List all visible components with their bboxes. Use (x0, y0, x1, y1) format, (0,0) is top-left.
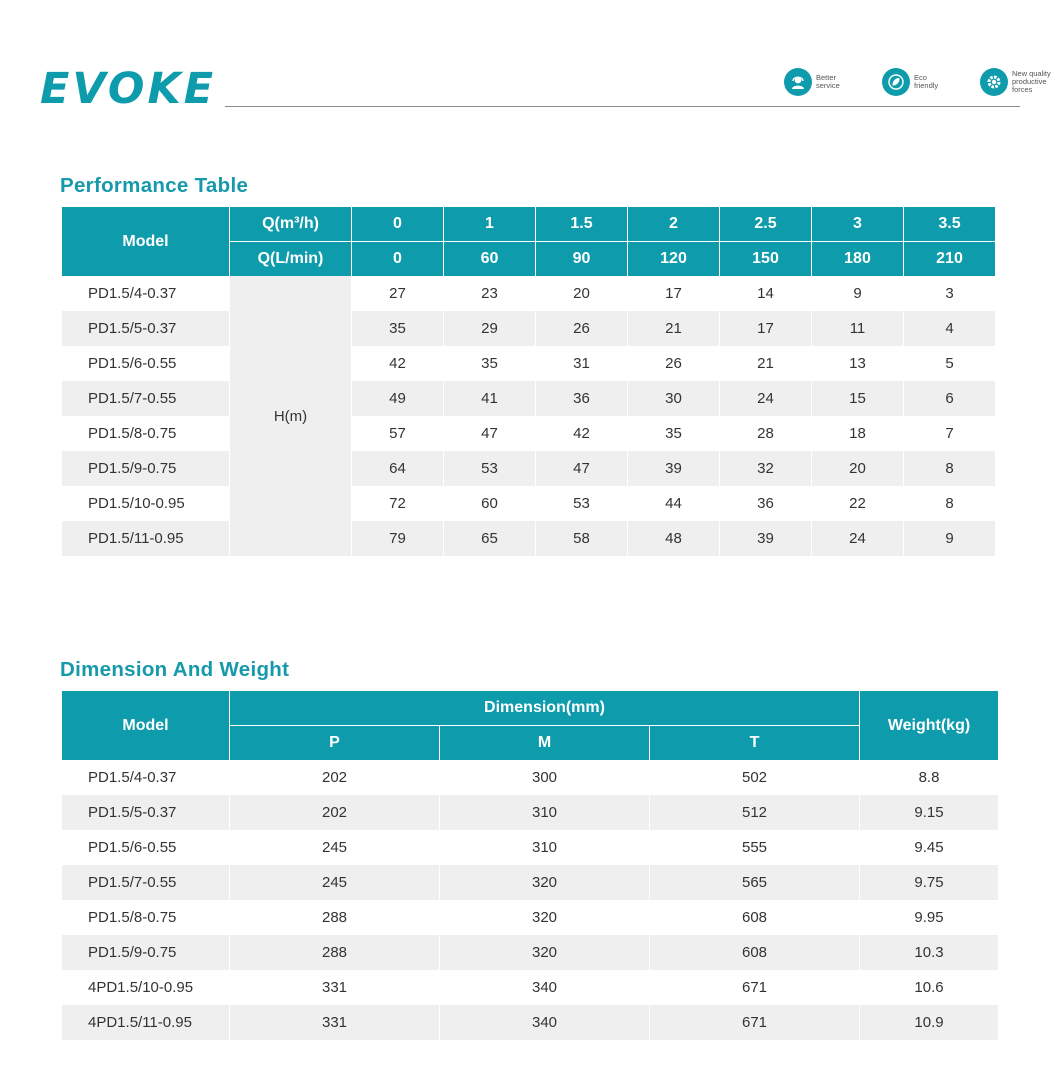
badge-better-service (784, 68, 864, 96)
head-value-cell: 24 (812, 521, 903, 556)
flow-lmin-value: 150 (720, 241, 811, 276)
dimension-t-cell: 608 (650, 935, 859, 970)
model-cell: 4PD1.5/10-0.95 (62, 970, 229, 1005)
head-value-cell: 7 (904, 416, 995, 451)
head-value-cell: 20 (812, 451, 903, 486)
dimension-group-header: Dimension(mm) (230, 691, 859, 725)
dimension-m-cell: 340 (440, 1005, 649, 1040)
head-value-cell: 57 (352, 416, 443, 451)
head-value-cell: 23 (444, 276, 535, 311)
head-value-cell: 21 (720, 346, 811, 381)
model-header: Model (62, 207, 229, 276)
model-cell: PD1.5/4-0.37 (62, 760, 229, 795)
dimension-table (61, 691, 999, 1040)
flow-lmin-value: 180 (812, 241, 903, 276)
head-value-cell: 9 (904, 521, 995, 556)
dimension-t-cell: 671 (650, 1005, 859, 1040)
dimension-m-cell: 320 (440, 865, 649, 900)
flow-m3h-value: 0 (352, 207, 443, 241)
model-cell: PD1.5/6-0.55 (62, 346, 229, 381)
customer-service-icon (784, 68, 812, 96)
head-value-cell: 42 (536, 416, 627, 451)
flow-m3h-value: 2.5 (720, 207, 811, 241)
dimension-m-cell: 320 (440, 935, 649, 970)
flow-m3h-value: 1.5 (536, 207, 627, 241)
model-cell: PD1.5/6-0.55 (62, 830, 229, 865)
dimension-t-cell: 671 (650, 970, 859, 1005)
badge-text: New quality productive forces (1012, 69, 1051, 94)
model-header: Model (62, 691, 229, 760)
head-value-cell: 42 (352, 346, 443, 381)
dimension-m-header: M (440, 725, 649, 760)
head-value-cell: 44 (628, 486, 719, 521)
dimension-t-cell: 555 (650, 830, 859, 865)
head-value-cell: 4 (904, 311, 995, 346)
head-value-cell: 9 (812, 276, 903, 311)
head-value-cell: 13 (812, 346, 903, 381)
table-row (62, 935, 998, 970)
head-value-cell: 24 (720, 381, 811, 416)
head-value-cell: 27 (352, 276, 443, 311)
head-value-cell: 49 (352, 381, 443, 416)
dimension-p-cell: 202 (230, 760, 439, 795)
weight-cell: 9.95 (860, 900, 998, 935)
flow-lmin-value: 0 (352, 241, 443, 276)
head-value-cell: 48 (628, 521, 719, 556)
model-cell: PD1.5/4-0.37 (62, 276, 229, 311)
table-row (62, 381, 995, 416)
eco-leaf-icon (882, 68, 910, 96)
head-value-cell: 35 (352, 311, 443, 346)
weight-cell: 10.9 (860, 1005, 998, 1040)
dimension-t-header: T (650, 725, 859, 760)
head-value-cell: 31 (536, 346, 627, 381)
flow-m3h-value: 1 (444, 207, 535, 241)
head-value-cell: 6 (904, 381, 995, 416)
dimension-p-cell: 288 (230, 935, 439, 970)
head-value-cell: 64 (352, 451, 443, 486)
head-value-cell: 53 (444, 451, 535, 486)
head-value-cell: 5 (904, 346, 995, 381)
table-row (62, 486, 995, 521)
dimension-t-cell: 512 (650, 795, 859, 830)
flow-lmin-value: 120 (628, 241, 719, 276)
flow-m3h-value: 3 (812, 207, 903, 241)
brand-badges (784, 68, 1060, 96)
table-row (62, 795, 998, 830)
flow-lmin-header: Q(L/min) (230, 241, 351, 276)
model-cell: PD1.5/11-0.95 (62, 521, 229, 556)
head-value-cell: 36 (720, 486, 811, 521)
badge-text: Eco friendly (914, 73, 939, 90)
dimension-m-cell: 340 (440, 970, 649, 1005)
dimension-p-cell: 288 (230, 900, 439, 935)
weight-cell: 8.8 (860, 760, 998, 795)
head-value-cell: 79 (352, 521, 443, 556)
weight-header: Weight(kg) (860, 691, 998, 760)
weight-cell: 10.6 (860, 970, 998, 1005)
head-value-cell: 15 (812, 381, 903, 416)
head-value-cell: 28 (720, 416, 811, 451)
table-row (62, 1005, 998, 1040)
head-value-cell: 17 (720, 311, 811, 346)
head-value-cell: 47 (444, 416, 535, 451)
head-value-cell: 8 (904, 451, 995, 486)
dimension-m-cell: 310 (440, 830, 649, 865)
dimension-p-header: P (230, 725, 439, 760)
badge-new-quality (980, 68, 1060, 96)
table-row (62, 416, 995, 451)
head-value-cell: 21 (628, 311, 719, 346)
model-cell: PD1.5/9-0.75 (62, 451, 229, 486)
dimension-m-cell: 300 (440, 760, 649, 795)
table-row (62, 276, 995, 311)
dimension-t-cell: 502 (650, 760, 859, 795)
head-value-cell: 35 (628, 416, 719, 451)
weight-cell: 9.15 (860, 795, 998, 830)
model-cell: PD1.5/5-0.37 (62, 795, 229, 830)
model-cell: PD1.5/8-0.75 (62, 900, 229, 935)
head-value-cell: 58 (536, 521, 627, 556)
badge-text: Better service (816, 73, 840, 90)
dimension-t-cell: 608 (650, 900, 859, 935)
head-value-cell: 60 (444, 486, 535, 521)
dimension-p-cell: 331 (230, 1005, 439, 1040)
dimension-p-cell: 331 (230, 970, 439, 1005)
head-value-cell: 14 (720, 276, 811, 311)
head-value-cell: 26 (536, 311, 627, 346)
head-value-cell: 39 (720, 521, 811, 556)
badge-eco-friendly (882, 68, 962, 96)
dimension-table-title: Dimension And Weight (60, 658, 290, 681)
head-value-cell: 18 (812, 416, 903, 451)
dimension-t-cell: 565 (650, 865, 859, 900)
table-row (62, 346, 995, 381)
head-value-cell: 47 (536, 451, 627, 486)
dimension-p-cell: 245 (230, 865, 439, 900)
flow-m3h-header: Q(m³/h) (230, 207, 351, 241)
head-value-cell: 8 (904, 486, 995, 521)
model-cell: PD1.5/9-0.75 (62, 935, 229, 970)
head-value-cell: 36 (536, 381, 627, 416)
table-row (62, 900, 998, 935)
flow-lmin-value: 210 (904, 241, 995, 276)
model-cell: PD1.5/8-0.75 (62, 416, 229, 451)
gear-icon (980, 68, 1008, 96)
table-row (62, 830, 998, 865)
weight-cell: 10.3 (860, 935, 998, 970)
dimension-p-cell: 202 (230, 795, 439, 830)
table-row (62, 970, 998, 1005)
dimension-m-cell: 310 (440, 795, 649, 830)
head-value-cell: 11 (812, 311, 903, 346)
head-value-cell: 39 (628, 451, 719, 486)
weight-cell: 9.45 (860, 830, 998, 865)
header-divider (225, 106, 1020, 107)
flow-m3h-value: 3.5 (904, 207, 995, 241)
table-row (62, 311, 995, 346)
head-value-cell: 22 (812, 486, 903, 521)
model-cell: 4PD1.5/11-0.95 (62, 1005, 229, 1040)
model-cell: PD1.5/7-0.55 (62, 865, 229, 900)
dimension-p-cell: 245 (230, 830, 439, 865)
head-value-cell: 20 (536, 276, 627, 311)
flow-lmin-value: 90 (536, 241, 627, 276)
head-value-cell: 3 (904, 276, 995, 311)
dimension-m-cell: 320 (440, 900, 649, 935)
weight-cell: 9.75 (860, 865, 998, 900)
table-row (62, 865, 998, 900)
head-value-cell: 32 (720, 451, 811, 486)
model-cell: PD1.5/5-0.37 (62, 311, 229, 346)
head-value-cell: 17 (628, 276, 719, 311)
head-value-cell: 41 (444, 381, 535, 416)
head-label-cell: H(m) (230, 276, 351, 556)
head-value-cell: 30 (628, 381, 719, 416)
performance-table (61, 207, 996, 556)
model-cell: PD1.5/10-0.95 (62, 486, 229, 521)
flow-lmin-value: 60 (444, 241, 535, 276)
table-row (62, 760, 998, 795)
head-value-cell: 26 (628, 346, 719, 381)
table-row (62, 521, 995, 556)
page-header (0, 0, 1060, 120)
head-value-cell: 53 (536, 486, 627, 521)
flow-m3h-value: 2 (628, 207, 719, 241)
head-value-cell: 65 (444, 521, 535, 556)
brand-logo: EVOKE (40, 64, 217, 114)
table-row (62, 451, 995, 486)
head-value-cell: 29 (444, 311, 535, 346)
head-value-cell: 72 (352, 486, 443, 521)
model-cell: PD1.5/7-0.55 (62, 381, 229, 416)
performance-table-title: Performance Table (60, 174, 249, 197)
head-value-cell: 35 (444, 346, 535, 381)
